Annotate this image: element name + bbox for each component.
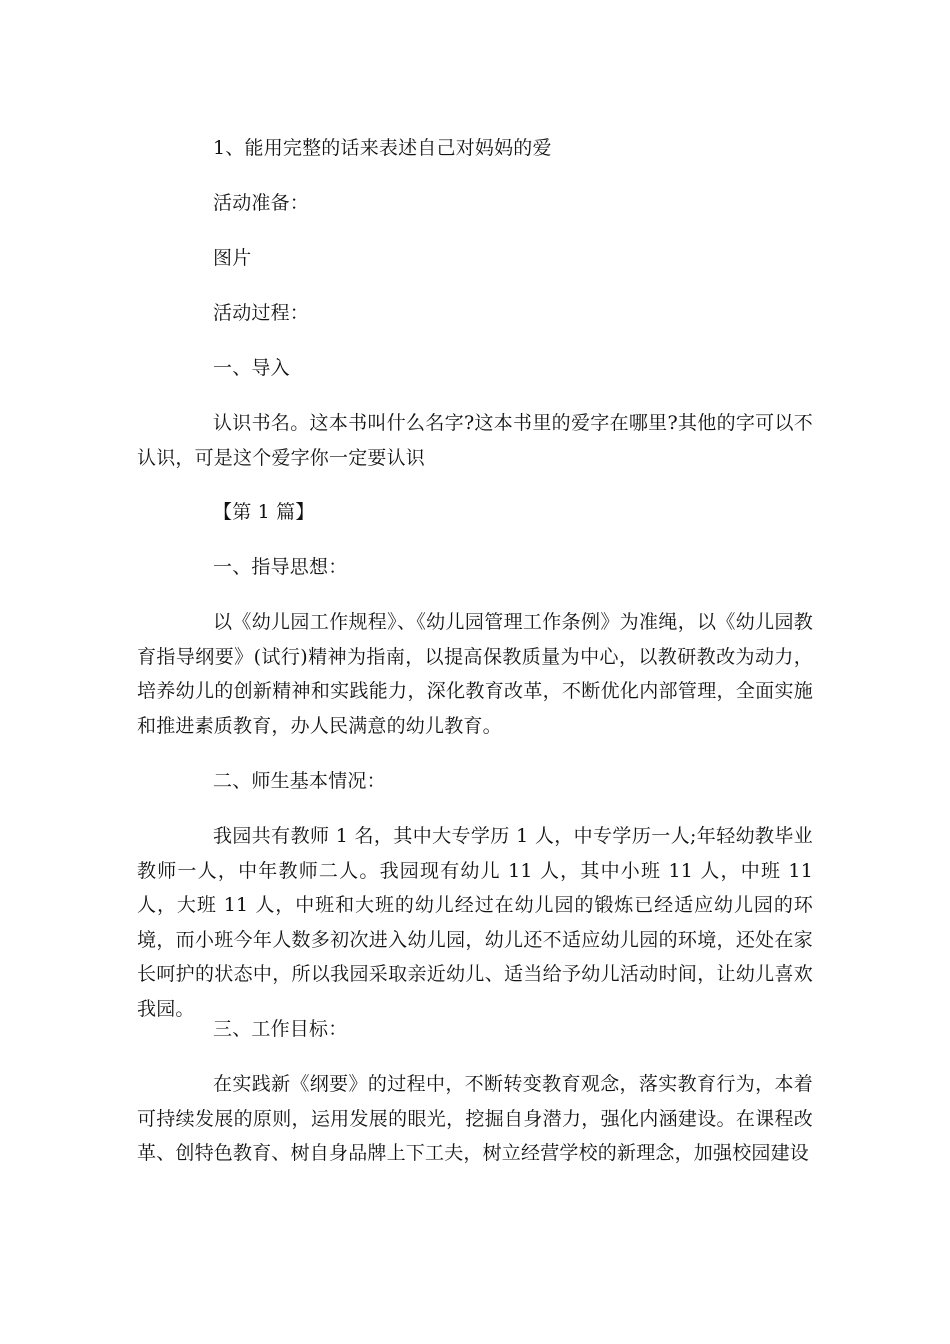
guiding-thought-paragraph: 以《幼儿园工作规程》、《幼儿园管理工作条例》为准绳，以《幼儿园教育指导纲要》(试行)精神为指南，以提高保教质量为中心，以教研教改为动力，培养幼儿的创新精神和实践能力，深化教育改革，不断优化内部管理，全面实施和推进素质教育，办人民满意的幼儿教育。: [137, 611, 813, 737]
activity-process-heading: 活动过程：: [213, 302, 310, 324]
section-intro-heading: 一、导入: [213, 357, 290, 379]
staff-situation-heading: 二、师生基本情况：: [213, 770, 386, 792]
activity-prep-content: 图片: [213, 247, 252, 269]
chapter-marker: 【第 1 篇】: [213, 501, 315, 523]
staff-situation-paragraph: 我园共有教师 1 名，其中大专学历 1 人，中专学历一人;年轻幼教毕业教师一人，中年教师二人。我园现有幼儿 11 人，其中小班 11 人，中班 11 人，大班 11 人，中班和大班的幼儿经过在幼儿园的锻炼已经适应幼儿园的环境，而小班今年人数多初次进入幼儿园，幼儿还不适应幼儿园的环境，还处在家长呵护的状态中，所以我园采取亲近幼儿、适当给予幼儿活动时间，让幼儿喜欢我园。: [137, 825, 813, 1020]
intro-paragraph: 认识书名。这本书叫什么名字?这本书里的爱字在哪里?其他的字可以不认识，可是这个爱字你一定要认识: [137, 412, 813, 469]
activity-prep-heading: 活动准备：: [213, 192, 310, 214]
objective-line: 1、能用完整的话来表述自己对妈妈的爱: [213, 137, 552, 159]
work-goals-heading: 三、工作目标：: [213, 1018, 348, 1040]
work-goals-paragraph: 在实践新《纲要》的过程中，不断转变教育观念，落实教育行为，本着可持续发展的原则，运用发展的眼光，挖掘自身潜力，强化内涵建设。在课程改革、创特色教育、树自身品牌上下工夫，树立经营学校的新理念，加强校园建设: [137, 1073, 813, 1164]
guiding-thought-heading: 一、指导思想：: [213, 556, 348, 578]
